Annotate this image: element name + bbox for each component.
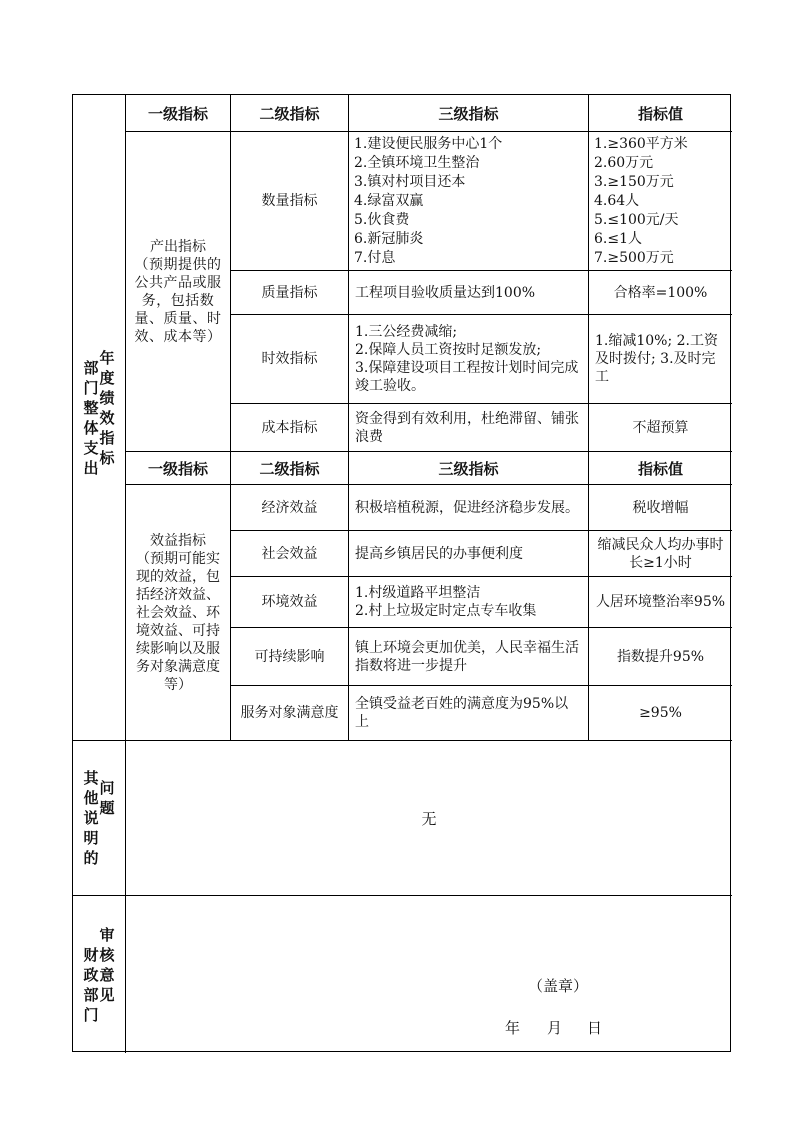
- section-main-inner: 年度绩效指标: [99, 349, 115, 467]
- section-main-outer: 部门整体支出: [83, 359, 99, 477]
- social-value: 缩减民众人均办事时长≥1小时: [597, 536, 724, 571]
- quantity-items: [349, 132, 588, 270]
- output-indicator: [126, 132, 230, 451]
- quality-value: 合格率=100%: [613, 284, 708, 301]
- environment-value: 人居环境整治率95%: [595, 594, 726, 610]
- header-level1: 一级指标: [147, 459, 208, 478]
- benefit-title: 效益指标: [150, 532, 206, 549]
- header-level3: 三级指标: [438, 104, 499, 123]
- section-other-inner: 问题: [99, 779, 115, 817]
- header-level1: 一级指标: [147, 104, 208, 123]
- list-item: 5.伙食费: [354, 212, 410, 228]
- list-item: 2.60万元: [594, 155, 654, 171]
- section-review-inner: 审核意见: [99, 925, 115, 1004]
- output-title: 产出指标: [150, 238, 206, 255]
- economic-text: 积极培植税源，促进经济稳步发展。: [355, 499, 579, 516]
- satisfaction-text: 全镇受益老百姓的满意度为95%以上: [355, 696, 569, 730]
- section-other-outer: 其他说明的: [83, 769, 99, 867]
- environment-label: 环境效益: [261, 594, 318, 610]
- seal-label: （盖章）: [528, 977, 589, 995]
- timeliness-label: 时效指标: [261, 351, 318, 367]
- list-item: 7.≥500万元: [594, 250, 674, 266]
- timeliness-text: 1.三公经费减缩; 2.保障人员工资按时足额发放; 3.保障建设项目工程按计划时间完成竣工验收。: [355, 324, 579, 394]
- list-item: 3.≥150万元: [594, 174, 674, 190]
- list-item: 7.付息: [354, 250, 396, 266]
- cost-text: 资金得到有效利用，杜绝滞留、铺张浪费: [355, 410, 579, 445]
- satisfaction-value: ≥95%: [639, 705, 682, 721]
- quantity-values: [589, 132, 732, 270]
- list-item: 6.≤1人: [594, 231, 642, 247]
- benefit-indicator: [126, 485, 230, 740]
- performance-table: [72, 94, 731, 1052]
- output-desc: （预期提供的公共产品或服务，包括数量、质量、时效、成本等）: [134, 256, 222, 345]
- list-item: 1.≥360平方米: [594, 136, 688, 152]
- economic-label: 经济效益: [261, 499, 318, 516]
- header-level3: 三级指标: [438, 459, 499, 478]
- other-issues-content: 无: [421, 809, 437, 828]
- list-item: 4.绿富双赢: [354, 193, 424, 209]
- list-item: 5.≤100元/天: [594, 212, 679, 228]
- section-review-label: [73, 896, 125, 1053]
- date-year: 年: [505, 1019, 521, 1037]
- header-value: 指标值: [637, 104, 683, 123]
- list-item: 6.新冠肺炎: [354, 231, 424, 247]
- satisfaction-label: 服务对象满意度: [240, 705, 339, 721]
- quality-text: 工程项目验收质量达到100%: [355, 284, 536, 301]
- social-text: 提高乡镇居民的办事便利度: [355, 545, 523, 562]
- list-item: 4.64人: [594, 193, 640, 209]
- cost-value: 不超预算: [632, 419, 689, 436]
- section-main-label: [73, 95, 125, 741]
- list-item: 1.建设便民服务中心1个: [354, 136, 503, 152]
- header-level2: 二级指标: [259, 459, 320, 478]
- quality-label: 质量指标: [261, 284, 318, 301]
- list-item: 3.镇对村项目还本: [354, 174, 466, 190]
- section-other-label: [73, 741, 125, 895]
- sustainable-text: 镇上环境会更加优美，人民幸福生活指数将进一步提升: [355, 639, 579, 674]
- divider: [73, 895, 732, 896]
- section-review-outer: 财政部门: [83, 945, 99, 1024]
- social-label: 社会效益: [261, 545, 318, 562]
- header-value: 指标值: [637, 459, 683, 478]
- environment-text: 1.村级道路平坦整洁 2.村上垃圾定时定点专车收集: [355, 585, 537, 619]
- cost-label: 成本指标: [261, 419, 318, 436]
- header-level2: 二级指标: [259, 104, 320, 123]
- quantity-label: 数量指标: [261, 193, 318, 209]
- date-month: 月: [547, 1019, 563, 1037]
- sustainable-label: 可持续影响: [254, 648, 325, 665]
- list-item: 2.全镇环境卫生整治: [354, 155, 480, 171]
- sustainable-value: 指数提升95%: [616, 648, 705, 665]
- benefit-desc: （预期可能实现的效益，包括经济效益、社会效益、环境效益、可持续影响以及服务对象满意度等）: [136, 550, 220, 693]
- timeliness-value: 1.缩减10%; 2.工资及时拨付; 3.及时完工: [595, 333, 718, 385]
- date-day: 日: [587, 1019, 603, 1037]
- economic-value: 税收增幅: [632, 499, 689, 516]
